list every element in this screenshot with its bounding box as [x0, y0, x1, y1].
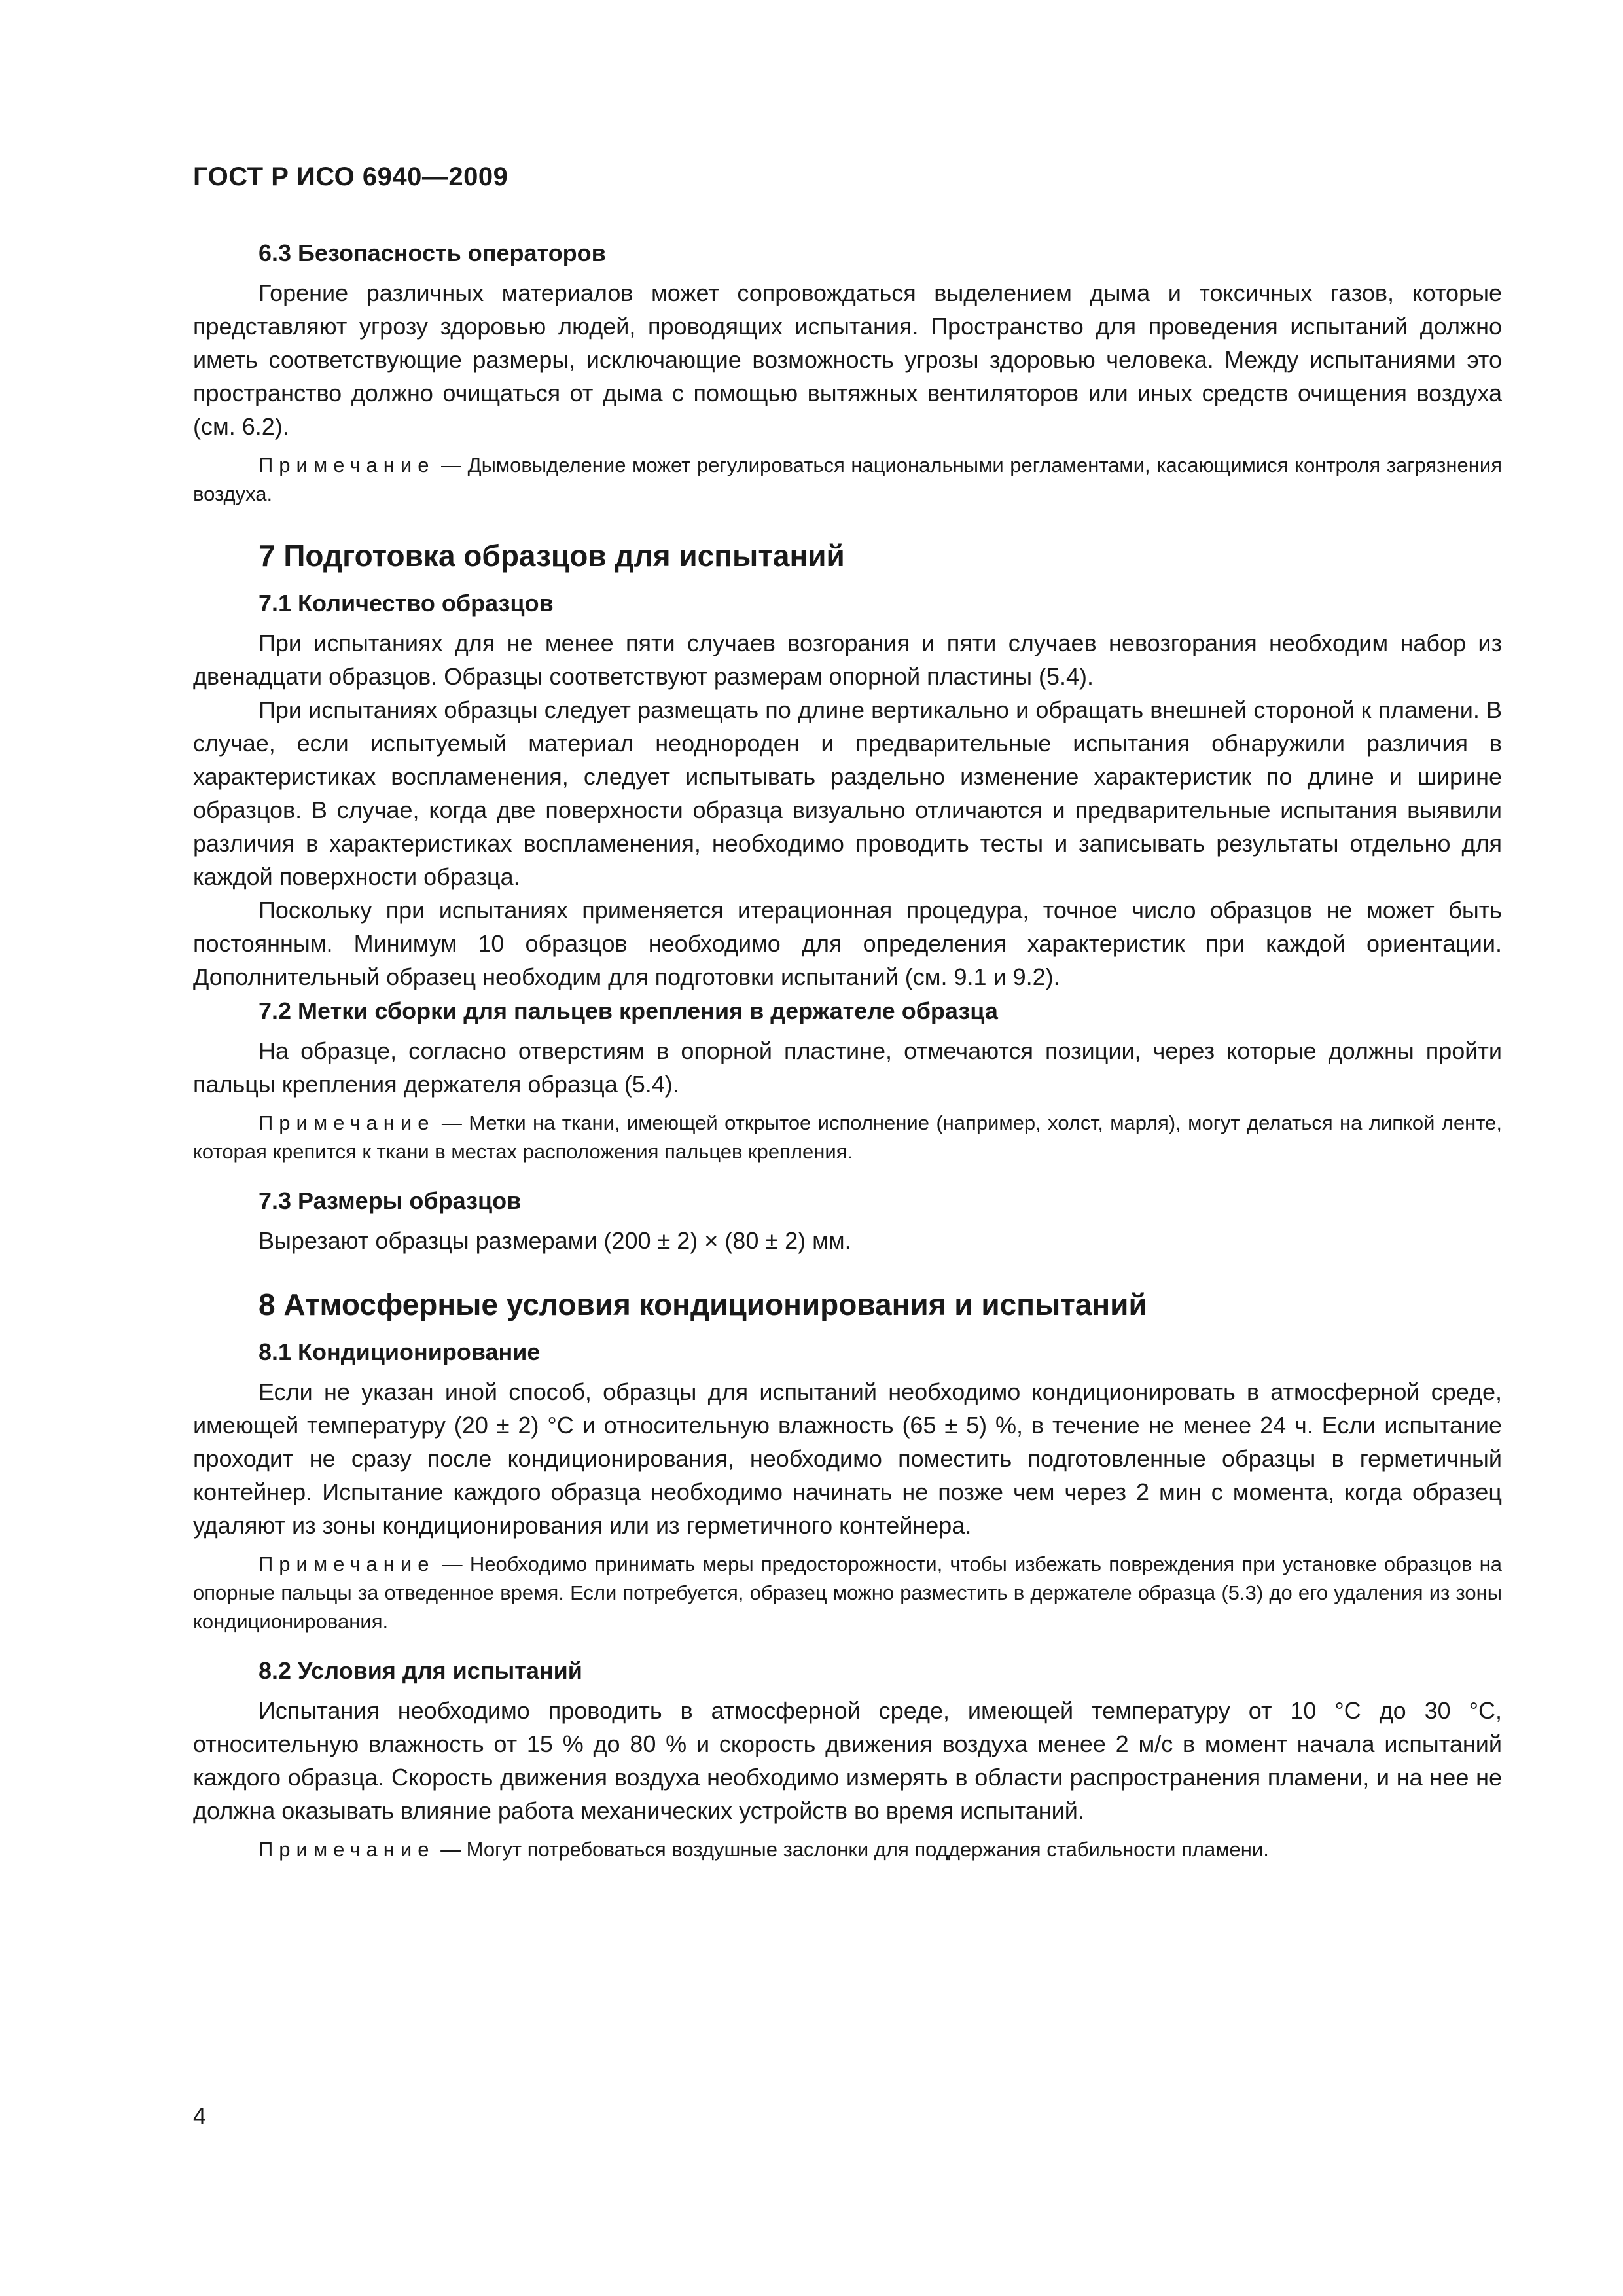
- section-6-3-heading: 6.3 Безопасность операторов: [259, 240, 606, 266]
- section-8-heading: 8 Атмосферные условия кондиционирования и испытаний: [259, 1287, 1147, 1321]
- section-8-1-paragraph: Если не указан иной способ, образцы для испытаний необходимо кондиционировать в атмосферной среде, имеющей температуру (20 ± 2) °С и относительную влажность (65 ± 5) %, в течение не менее 24 ч. Если испытание проходит не сразу после кондиционирования, необходимо поместить подготовленные образцы в герметичный контейнер. Испытание каждого образца необходимо начинать не позже чем через 2 мин с момента, когда образец удаляют из зоны кондиционирования или из герметичного контейнера.: [193, 1378, 1502, 1539]
- note-text: — Необходимо принимать меры предосторожности, чтобы избежать повреждения при установке образцов на опорные пальцы за отведенное время. Если потребуется, образец можно разместить в держателе образца (5.3) до его удаления из зоны кондиционирования.: [193, 1552, 1502, 1633]
- document-body: [193, 236, 1502, 1881]
- section-7-2-note: [193, 1109, 1502, 1166]
- note-label: Примечание: [259, 454, 435, 476]
- section-7-1-paragraph-3: Поскольку при испытаниях применяется итерационная процедура, точное число образцов не может быть постоянным. Минимум 10 образцов необходимо для определения характеристик при каждой ориентации. Дополнительный образец необходим для подготовки испытаний (см. 9.1 и 9.2).: [193, 897, 1502, 990]
- note-label: Примечание: [259, 1552, 435, 1575]
- section-8-2-heading: 8.2 Условия для испытаний: [259, 1657, 582, 1684]
- document-header: ГОСТ Р ИСО 6940—2009: [193, 162, 508, 191]
- section-8-2-note: [193, 1835, 1502, 1864]
- page-number: 4: [193, 2102, 207, 2129]
- section-8-1-note: [193, 1550, 1502, 1636]
- note-label: Примечание: [259, 1111, 435, 1134]
- section-7-3-paragraph: Вырезают образцы размерами (200 ± 2) × (80 ± 2) мм.: [259, 1227, 851, 1254]
- section-6-3-note: [193, 451, 1502, 509]
- note-label: Примечание: [259, 1838, 435, 1861]
- section-6-3-paragraph: Горение различных материалов может сопровождаться выделением дыма и токсичных газов, которые представляют угрозу здоровью людей, проводящих испытания. Пространство для проведения испытаний должно иметь соответствующие размеры, исключающие возможность угрозы здоровью человека. Между испытаниями это пространство должно очищаться от дыма с помощью вытяжных вентиляторов или иных средств очищения воздуха (см. 6.2).: [193, 279, 1502, 440]
- section-8-2-paragraph: Испытания необходимо проводить в атмосферной среде, имеющей температуру от 10 °С до 30 °С, относительную влажность от 15 % до 80 % и скорость движения воздуха менее 2 м/с в момент начала испытаний каждого образца. Скорость движения воздуха необходимо измерять в области распространения пламени, и на нее не должна оказывать влияние работа механических устройств во время испытаний.: [193, 1697, 1502, 1824]
- note-text: — Метки на ткани, имеющей открытое исполнение (например, холст, марля), могут делаться на липкой ленте, которая крепится к ткани в местах расположения пальцев крепления.: [193, 1111, 1502, 1163]
- note-text: — Могут потребоваться воздушные заслонки для поддержания стабильности пламени.: [440, 1838, 1269, 1861]
- section-8-1-heading: 8.1 Кондиционирование: [259, 1338, 541, 1365]
- section-7-3-heading: 7.3 Размеры образцов: [259, 1187, 522, 1214]
- section-7-2-paragraph: На образце, согласно отверстиям в опорной пластине, отмечаются позиции, через которые должны пройти пальцы крепления держателя образца (5.4).: [193, 1037, 1502, 1098]
- section-7-1-paragraph-1: При испытаниях для не менее пяти случаев возгорания и пяти случаев невозгорания необходим набор из двенадцати образцов. Образцы соответствуют размерам опорной пластины (5.4).: [193, 630, 1502, 690]
- section-7-2-heading: 7.2 Метки сборки для пальцев крепления в держателе образца: [259, 997, 998, 1024]
- section-7-1-paragraph-2: При испытаниях образцы следует размещать по длине вертикально и обращать внешней стороной к пламени. В случае, если испытуемый материал неоднороден и предварительные испытания обнаружили различия в характеристиках воспламенения, следует испытывать раздельно изменение характеристик по длине и ширине образцов. В случае, когда две поверхности образца визуально отличаются и предварительные испытания выявили различия в характеристиках воспламенения, необходимо проводить тесты и записывать результаты отдельно для каждой поверхности образца.: [193, 696, 1502, 890]
- section-7-1-heading: 7.1 Количество образцов: [259, 590, 554, 617]
- note-text: — Дымовыделение может регулироваться национальными регламентами, касающимися контроля загрязнения воздуха.: [193, 454, 1502, 505]
- section-7-heading: 7 Подготовка образцов для испытаний: [259, 539, 845, 573]
